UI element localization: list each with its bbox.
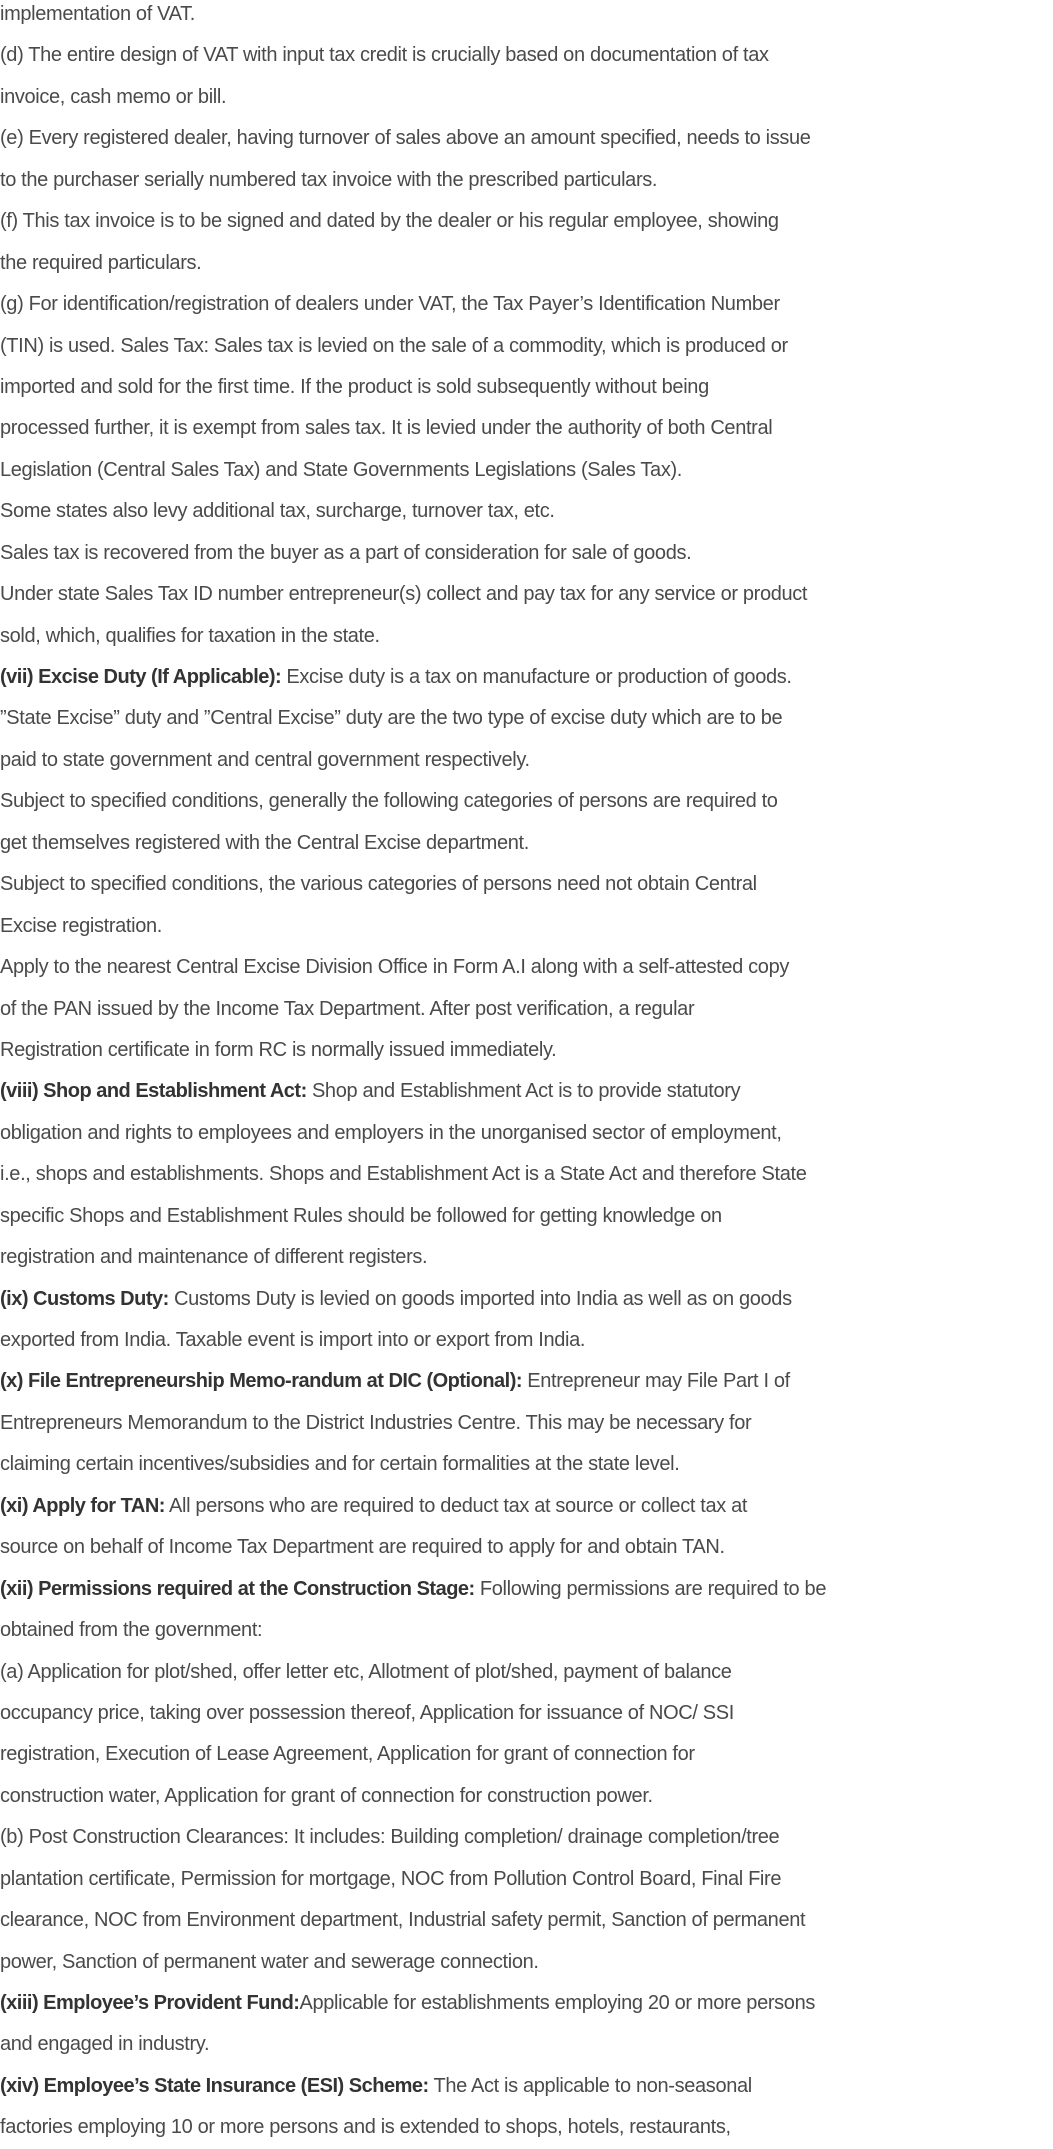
text-line [0, 1817, 1053, 1858]
section-heading: (xiii) Employee’s Provident Fund: [0, 1992, 300, 2014]
text-line [0, 533, 1053, 574]
text-line [0, 201, 1053, 242]
paragraph-text: factories employing 10 or more persons and is extended to shops, hotels, restaurants, [0, 2116, 731, 2139]
paragraph-text: obligation and rights to employees and employers in the unorganised sector of employment, [0, 1121, 782, 1144]
paragraph-text: All persons who are required to deduct tax at source or collect tax at [164, 1494, 748, 1517]
paragraph-text: Applicable for establishments employing 20 or more persons [299, 1992, 815, 2014]
text-line [0, 77, 1053, 118]
text-line [0, 408, 1053, 449]
text-line [0, 1113, 1053, 1154]
text-line [0, 450, 1053, 491]
text-line [0, 1652, 1053, 1693]
text-line [0, 1071, 1053, 1112]
text-line [0, 781, 1053, 822]
paragraph-text: (f) This tax invoice is to be signed and dated by the dealer or his regular employee, showing [0, 210, 779, 233]
text-line [0, 657, 1053, 698]
text-line [0, 1693, 1053, 1734]
text-line [0, 367, 1053, 408]
paragraph-text: claiming certain incentives/subsidies and for certain formalities at the state level. [0, 1453, 680, 1476]
text-line [0, 1320, 1053, 1361]
text-line [0, 1859, 1053, 1900]
section-heading: (xii) Permissions required at the Construction Stage: [0, 1577, 475, 1600]
paragraph-text: Customs Duty is levied on goods imported into India as well as on goods [168, 1287, 792, 1310]
text-line [0, 1983, 1053, 2024]
paragraph-text: exported from India. Taxable event is import into or export from India. [0, 1329, 586, 1351]
paragraph-text: occupancy price, taking over possession thereof, Application for issuance of NOC/ SSI [0, 1701, 734, 1724]
section-heading: (ix) Customs Duty: [0, 1287, 169, 1310]
paragraph-text: implementation of VAT. [0, 3, 195, 25]
text-line [0, 616, 1053, 657]
section-heading: (x) File Entrepreneurship Memo-randum at DIC (Optional): [0, 1370, 523, 1393]
text-line [0, 1403, 1053, 1444]
text-line [0, 1196, 1053, 1237]
text-line [0, 574, 1053, 615]
paragraph-text: processed further, it is exempt from sales tax. It is levied under the authority of both Central [0, 417, 773, 440]
paragraph-text: Registration certificate in form RC is normally issued immediately. [0, 1038, 557, 1061]
text-line [0, 491, 1053, 532]
paragraph-text: and engaged in industry. [0, 2033, 210, 2056]
paragraph-text: of the PAN issued by the Income Tax Department. After post verification, a regular [0, 997, 695, 1020]
paragraph-text: invoice, cash memo or bill. [0, 85, 227, 108]
paragraph-text: Subject to specified conditions, the various categories of persons need not obtain Central [0, 873, 757, 896]
paragraph-text: plantation certificate, Permission for mortgage, NOC from Pollution Control Board, Final Fire [0, 1867, 782, 1890]
paragraph-text: (g) For identification/registration of dealers under VAT, the Tax Payer’s Identification Number [0, 293, 780, 316]
paragraph-text: Following permissions are required to be [474, 1577, 827, 1600]
text-line [0, 823, 1053, 864]
paragraph-text: Some states also levy additional tax, surcharge, turnover tax, etc. [0, 500, 555, 523]
paragraph-text: Subject to specified conditions, generally the following categories of persons are required to [0, 790, 778, 813]
paragraph-text: imported and sold for the first time. If the product is sold subsequently without being [0, 375, 709, 398]
text-line [0, 35, 1053, 76]
paragraph-text: (a) Application for plot/shed, offer letter etc, Allotment of plot/shed, payment of balance [0, 1660, 732, 1683]
paragraph-text: sold, which, qualifies for taxation in the state. [0, 624, 380, 647]
paragraph-text: get themselves registered with the Central Excise department. [0, 831, 529, 854]
text-line [0, 1030, 1053, 1071]
paragraph-text: Entrepreneurs Memorandum to the District Industries Centre. This may be necessary for [0, 1411, 752, 1434]
paragraph-text: clearance, NOC from Environment department, Industrial safety permit, Sanction of permanent [0, 1909, 806, 1932]
paragraph-text: Shop and Establishment Act is to provide statutory [306, 1080, 741, 1103]
text-line [0, 1776, 1053, 1817]
paragraph-text: (TIN) is used. Sales Tax: Sales tax is levied on the sale of a commodity, which is produced or [0, 334, 788, 357]
section-heading: (vii) Excise Duty (If Applicable): [0, 666, 282, 688]
section-heading: (viii) Shop and Establishment Act: [0, 1080, 307, 1103]
text-line [0, 989, 1053, 1030]
paragraph-text: Legislation (Central Sales Tax) and State Governments Legislations (Sales Tax). [0, 458, 682, 481]
text-line [0, 1361, 1053, 1402]
text-line [0, 1527, 1053, 1568]
text-line [0, 1154, 1053, 1195]
text-line [0, 1237, 1053, 1278]
text-line [0, 1900, 1053, 1941]
text-line [0, 1444, 1053, 1485]
text-line [0, 1942, 1053, 1983]
paragraph-text: Under state Sales Tax ID number entrepreneur(s) collect and pay tax for any service or product [0, 583, 808, 606]
text-line [0, 1279, 1053, 1320]
text-line [0, 118, 1053, 159]
paragraph-text: Apply to the nearest Central Excise Division Office in Form A.I along with a self-attested copy [0, 956, 789, 979]
text-line [0, 1610, 1053, 1651]
paragraph-text: i.e., shops and establishments. Shops and Establishment Act is a State Act and therefore State [0, 1163, 807, 1186]
paragraph-text: Entrepreneur may File Part I of [522, 1370, 790, 1393]
paragraph-text: to the purchaser serially numbered tax invoice with the prescribed particulars. [0, 168, 658, 191]
paragraph-text: source on behalf of Income Tax Department are required to apply for and obtain TAN. [0, 1536, 725, 1559]
text-line [0, 243, 1053, 284]
text-line [0, 2024, 1053, 2065]
text-line [0, 864, 1053, 905]
text-line [0, 160, 1053, 201]
text-line [0, 906, 1053, 947]
paragraph-text: paid to state government and central government respectively. [0, 748, 530, 771]
paragraph-text: specific Shops and Establishment Rules should be followed for getting knowledge on [0, 1204, 722, 1227]
paragraph-text: registration and maintenance of different registers. [0, 1246, 428, 1269]
paragraph-text: registration, Execution of Lease Agreement, Application for grant of connection for [0, 1743, 695, 1766]
text-line [0, 2066, 1053, 2107]
text-line [0, 0, 1053, 35]
paragraph-text: the required particulars. [0, 251, 202, 274]
text-line [0, 947, 1053, 988]
paragraph-text: Sales tax is recovered from the buyer as a part of consideration for sale of goods. [0, 541, 692, 564]
paragraph-text: Excise registration. [0, 914, 162, 937]
paragraph-text: construction water, Application for grant of connection for construction power. [0, 1784, 653, 1807]
paragraph-text: (e) Every registered dealer, having turnover of sales above an amount specified, needs to issue [0, 127, 811, 150]
text-line [0, 2107, 1053, 2148]
section-heading: (xiv) Employee’s State Insurance (ESI) Scheme: [0, 2074, 429, 2097]
text-line [0, 1486, 1053, 1527]
paragraph-text: The Act is applicable to non-seasonal [428, 2074, 752, 2097]
text-line [0, 740, 1053, 781]
paragraph-text: (d) The entire design of VAT with input tax credit is crucially based on documentation of tax [0, 44, 769, 67]
text-line [0, 698, 1053, 739]
paragraph-text: ”State Excise” duty and ”Central Excise” duty are the two type of excise duty which are to be [0, 707, 783, 730]
paragraph-text: Excise duty is a tax on manufacture or production of goods. [281, 666, 792, 688]
text-line [0, 284, 1053, 325]
section-heading: (xi) Apply for TAN: [0, 1494, 165, 1517]
paragraph-text: obtained from the government: [0, 1619, 263, 1642]
text-line [0, 1734, 1053, 1775]
text-line [0, 326, 1053, 367]
paragraph-text: power, Sanction of permanent water and sewerage connection. [0, 1950, 539, 1973]
text-line [0, 1569, 1053, 1610]
paragraph-text: (b) Post Construction Clearances: It includes: Building completion/ drainage completion/tree [0, 1826, 780, 1849]
